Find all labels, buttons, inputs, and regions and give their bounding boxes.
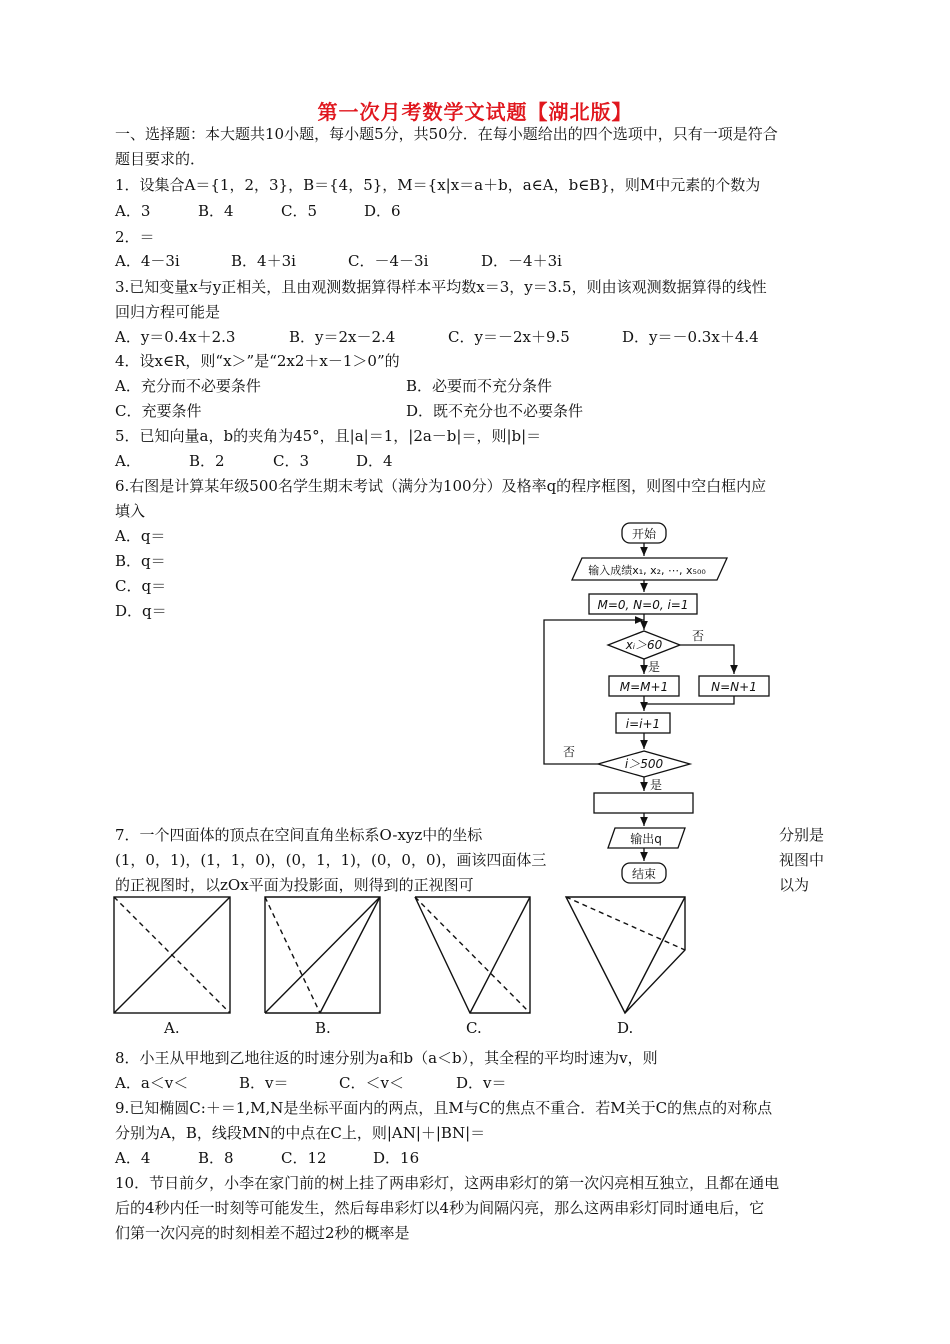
- q3-option-d: D．y＝－0.3x＋4.4: [622, 328, 759, 346]
- q2-option-b: B．4＋3i: [231, 252, 296, 270]
- flowchart-n-update-label: N=N+1: [711, 680, 757, 694]
- flowchart-cond2-label: i＞500: [624, 757, 664, 771]
- q2-option-a: A．4－3i: [115, 252, 180, 270]
- q8-option-a: A．a＜v＜: [115, 1074, 189, 1092]
- q7-stem-line3-right: 以为: [779, 876, 810, 894]
- q6-stem-line2: 填入: [115, 502, 146, 520]
- q3-stem-line2: 回归方程可能是: [115, 303, 221, 321]
- flowchart-input-label: 输入成绩x₁, x₂, ⋯, x₅₀₀: [588, 564, 706, 577]
- flowchart-m-update-label: M=M+1: [619, 680, 669, 694]
- q6-stem-line1: 6.右图是计算某年级500名学生期末考试（满分为100分）及格率q的程序框图，则图中空白框内应: [115, 477, 767, 495]
- q5-stem: 5．已知向量a，b的夹角为45°，且|a|＝1，|2a－b|＝，则|b|＝: [115, 427, 542, 445]
- q7-figure-a: [114, 897, 230, 1013]
- q4-option-a: A．充分而不必要条件: [115, 377, 261, 395]
- q7-view-figures: [105, 890, 705, 1020]
- flowchart-diagram: [540, 515, 757, 890]
- q9-stem-line2: 分别为A，B，线段MN的中点在C上，则|AN|＋|BN|＝: [115, 1124, 486, 1142]
- q5-option-c: C．3: [273, 452, 310, 470]
- q7-stem-line2-right: 视图中: [779, 851, 825, 869]
- q8-option-b: B．v＝: [239, 1074, 289, 1092]
- q2-option-d: D．－4＋3i: [481, 252, 562, 270]
- q4-option-c: C．充要条件: [115, 402, 202, 420]
- flowchart-yes1-label: 是: [648, 660, 661, 674]
- flowchart-output-label: 输出q: [630, 832, 662, 846]
- q9-stem-line1: 9.已知椭圆C:＋＝1,M,N是坐标平面内的两点，且M与C的焦点不重合．若M关于C的焦点的对称点: [115, 1099, 773, 1117]
- q7-figure-d: [566, 897, 685, 1013]
- section-instruction-line1: 一、选择题：本大题共10小题，每小题5分，共50分．在每小题给出的四个选项中，只有一项是符合: [115, 125, 778, 143]
- q6-option-b: B．q＝: [115, 552, 166, 570]
- q1-option-a: A．3: [115, 202, 151, 220]
- flowchart-init-label: M=0, N=0, i=1: [597, 598, 689, 612]
- q6-option-c: C．q＝: [115, 577, 167, 595]
- flowchart-no2-label: 否: [563, 745, 576, 759]
- flowchart-i-update-label: i=i+1: [625, 717, 661, 731]
- q10-stem-line2: 后的4秒内任一时刻等可能发生，然后每串彩灯以4秒为间隔闪亮，那么这两串彩灯同时通电后，它: [115, 1199, 765, 1217]
- section-instruction-line2: 题目要求的．: [115, 150, 206, 168]
- q7-stem-line1: 7．一个四面体的顶点在空间直角坐标系O-xyz中的坐标: [115, 826, 483, 844]
- q7-label-a: A.: [164, 1019, 180, 1037]
- q7-stem-line3: 的正视图时，以zOx平面为投影面，则得到的正视图可: [115, 876, 474, 894]
- q1-option-c: C．5: [281, 202, 318, 220]
- q4-option-d: D．既不充分也不必要条件: [406, 402, 584, 420]
- page-title: 第一次月考数学文试题【湖北版】: [317, 100, 633, 124]
- q3-option-b: B．y＝2x－2.4: [289, 328, 396, 346]
- q3-option-c: C．y＝－2x＋9.5: [448, 328, 570, 346]
- q10-stem-line1: 10．节日前夕，小李在家门前的树上挂了两串彩灯，这两串彩灯的第一次闪亮相互独立，且都在通电: [115, 1174, 780, 1192]
- q6-option-a: A．q＝: [115, 527, 166, 545]
- q7-figure-c: [415, 897, 530, 1013]
- q3-stem-line1: 3.已知变量x与y正相关，且由观测数据算得样本平均数x＝3，y＝3.5，则由该观测数据算得的线性: [115, 278, 767, 296]
- q6-option-d: D．q＝: [115, 602, 167, 620]
- flowchart-start-label: 开始: [631, 527, 657, 541]
- q4-stem: 4．设x∈R，则“x＞”是“2x2＋x－1＞0”的: [115, 352, 400, 370]
- q3-option-a: A．y＝0.4x＋2.3: [115, 328, 236, 346]
- flowchart-yes2-label: 是: [650, 778, 663, 792]
- q1-stem: 1．设集合A＝{1，2，3}，B＝{4，5}，M＝{x|x＝a＋b，a∈A，b∈B}，则M中元素的个数为: [115, 176, 761, 194]
- q5-option-b: B．2: [189, 452, 225, 470]
- q1-option-d: D．6: [364, 202, 401, 220]
- q7-figure-b: [265, 897, 380, 1013]
- flowchart-cond1-label: xᵢ＞60: [625, 638, 663, 652]
- q5-option-a: A．: [115, 452, 141, 470]
- q10-stem-line3: 们第一次闪亮的时刻相差不超过2秒的概率是: [115, 1224, 410, 1242]
- q4-option-b: B．必要而不充分条件: [406, 377, 553, 395]
- flowchart-end-label: 结束: [631, 867, 657, 881]
- q7-label-d: D.: [617, 1019, 634, 1037]
- flowchart-blank-box: [594, 793, 693, 813]
- q5-option-d: D．4: [356, 452, 393, 470]
- flowchart-no1-label: 否: [692, 629, 705, 643]
- q2-stem: 2．＝: [115, 228, 155, 246]
- q1-option-b: B．4: [198, 202, 234, 220]
- q7-stem-line2: (1，0，1)，(1，1，0)，(0，1，1)，(0，0，0)，画该四面体三: [115, 851, 547, 869]
- q9-option-c: C．12: [281, 1149, 327, 1167]
- q8-stem: 8．小王从甲地到乙地往返的时速分别为a和b（a＜b），其全程的平均时速为v，则: [115, 1049, 658, 1067]
- q9-option-d: D．16: [373, 1149, 420, 1167]
- q7-stem-line1-right: 分别是: [779, 826, 825, 844]
- q8-option-d: D．v＝: [456, 1074, 507, 1092]
- q9-option-a: A．4: [115, 1149, 151, 1167]
- q2-option-c: C．－4－3i: [348, 252, 429, 270]
- q8-option-c: C．＜v＜: [339, 1074, 404, 1092]
- q9-option-b: B．8: [198, 1149, 234, 1167]
- q7-label-c: C.: [466, 1019, 482, 1037]
- q7-label-b: B.: [315, 1019, 331, 1037]
